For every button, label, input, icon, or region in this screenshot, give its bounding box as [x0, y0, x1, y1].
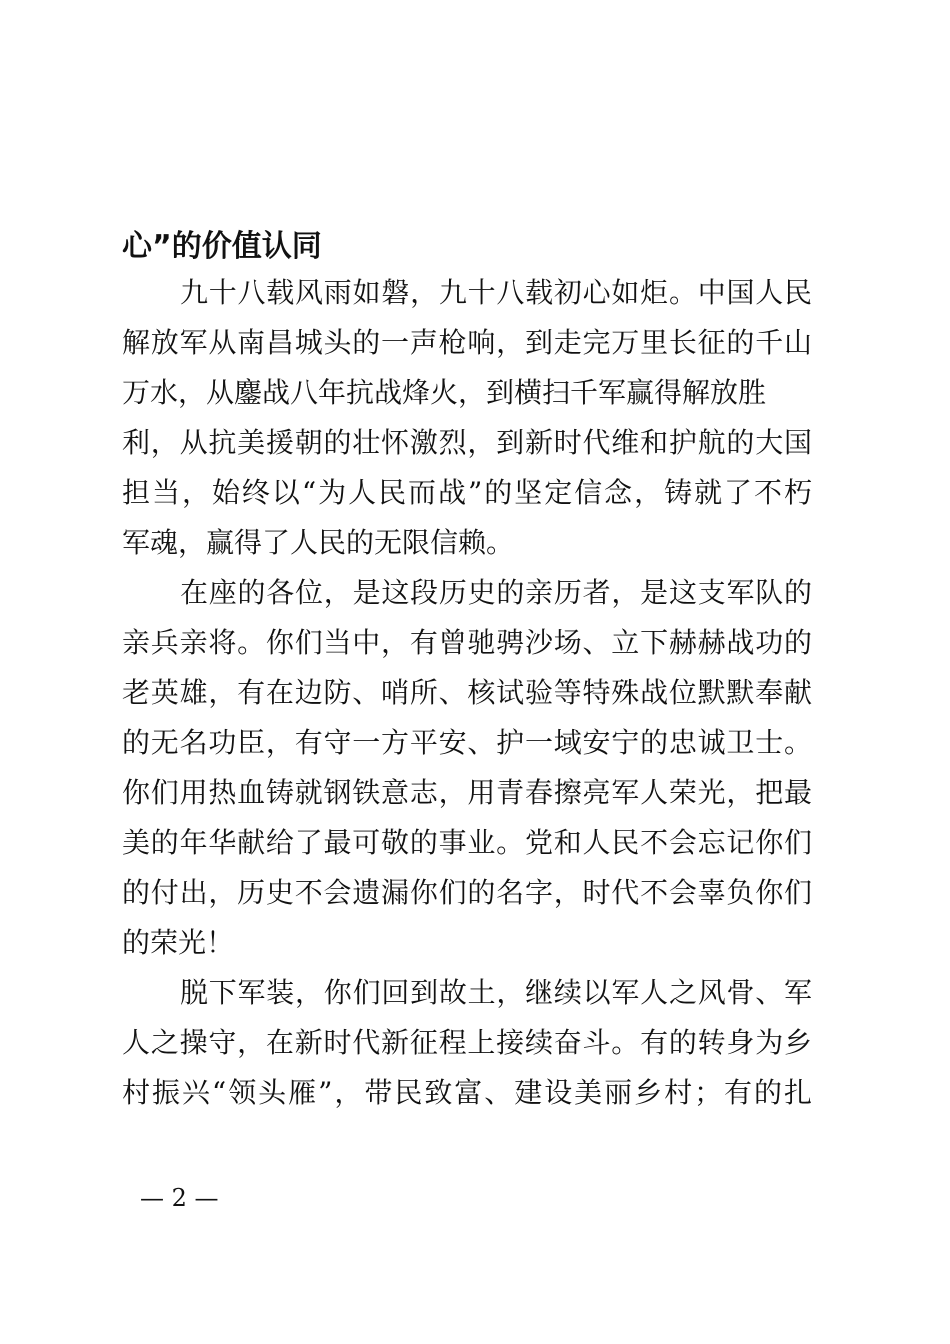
- paragraph-line: 亲兵亲将。你们当中，有曾驰骋沙场、立下赫赫战功的: [122, 626, 812, 659]
- section-heading: 心”的价值认同: [122, 229, 322, 264]
- paragraph-line: 老英雄，有在边防、哨所、核试验等特殊战位默默奉献: [122, 676, 812, 709]
- paragraph-line: 美的年华献给了最可敬的事业。党和人民不会忘记你们: [122, 826, 812, 859]
- paragraph-line: 解放军从南昌城头的一声枪响，到走完万里长征的千山: [122, 326, 812, 359]
- paragraph-line: 的荣光！: [122, 926, 235, 959]
- paragraph-line: 脱下军装，你们回到故土，继续以军人之风骨、军: [180, 976, 812, 1009]
- page-number: — 2 —: [140, 1184, 219, 1212]
- paragraph-line: 担当，始终以“为人民而战”的坚定信念，铸就了不朽: [122, 476, 812, 509]
- paragraph-line: 军魂，赢得了人民的无限信赖。: [122, 526, 515, 559]
- paragraph-line: 你们用热血铸就钢铁意志，用青春擦亮军人荣光，把最: [122, 776, 812, 809]
- paragraph-line: 村振兴“领头雁”，带民致富、建设美丽乡村；有的扎: [122, 1076, 812, 1109]
- paragraph-line: 利，从抗美援朝的壮怀激烈，到新时代维和护航的大国: [122, 426, 812, 459]
- paragraph-line: 九十八载风雨如磐，九十八载初心如炬。中国人民: [180, 276, 812, 309]
- paragraph-line: 人之操守，在新时代新征程上接续奋斗。有的转身为乡: [122, 1026, 812, 1059]
- paragraph-line: 在座的各位，是这段历史的亲历者，是这支军队的: [180, 576, 812, 609]
- paragraph-line: 万水，从鏖战八年抗战烽火，到横扫千军赢得解放胜: [122, 376, 767, 409]
- paragraph-line: 的付出，历史不会遗漏你们的名字，时代不会辜负你们: [122, 876, 812, 909]
- paragraph-line: 的无名功臣，有守一方平安、护一域安宁的忠诚卫士。: [122, 726, 812, 759]
